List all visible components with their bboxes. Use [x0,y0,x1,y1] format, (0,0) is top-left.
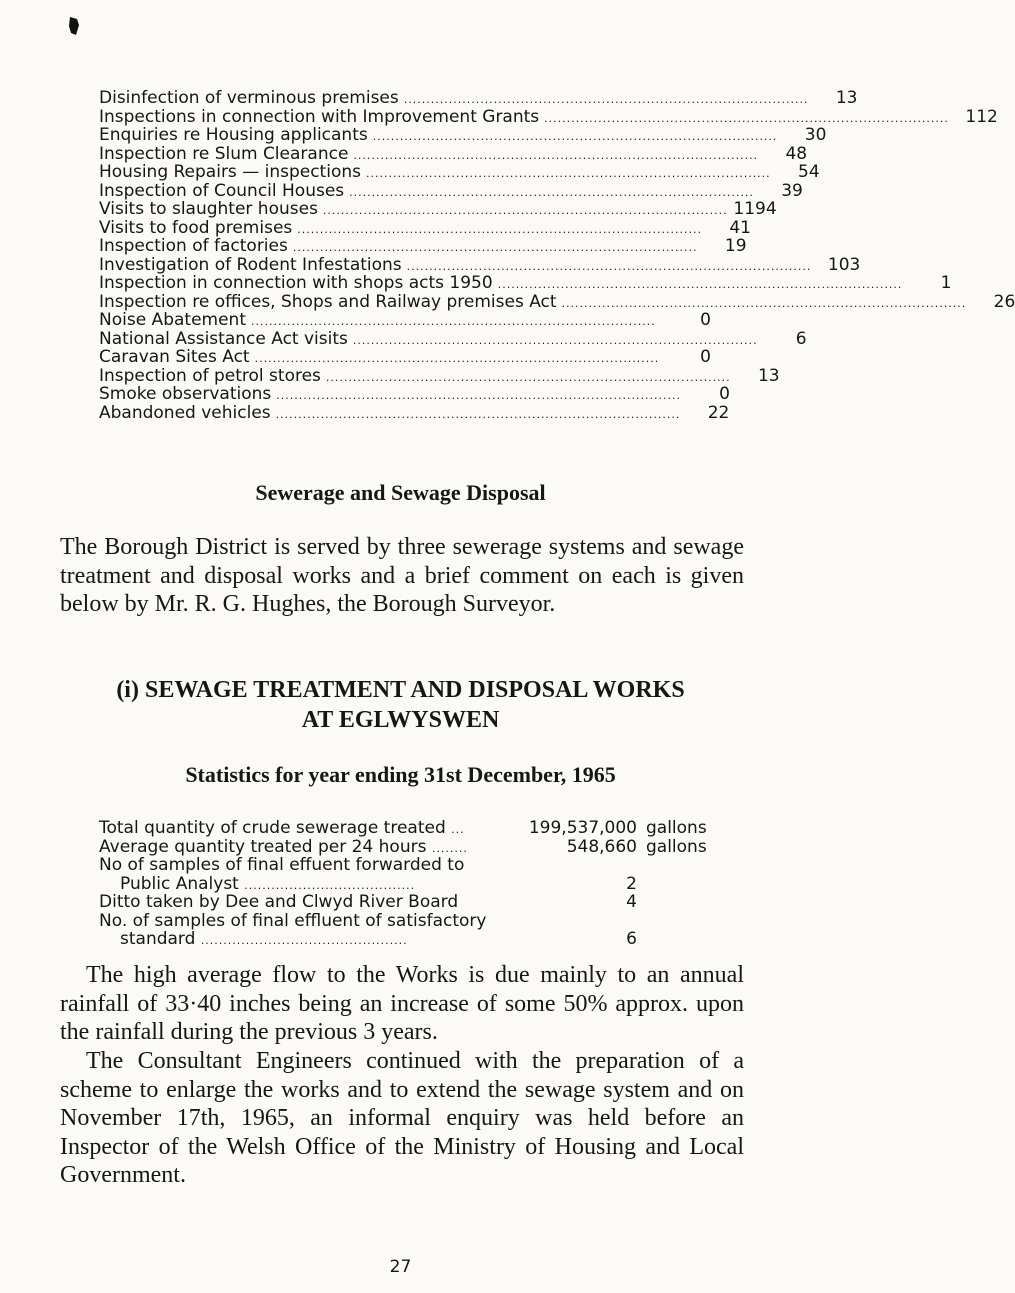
table-row: Inspection of petrol stores .......................................................................................... 13 [99,365,780,386]
consultant-paragraph: The Consultant Engineers continued with the preparation of a scheme to enlarge the works and to extend the sewage system and on November 17th, 1965, an informal enquiry was held before an Inspector of the Welsh Office of the Ministry of Housing and Local Government. [60,1048,744,1188]
table-row: Inspection of Council Houses .......................................................................................... 39 [99,180,803,201]
ink-blot-mark [68,16,80,36]
table-row: Enquiries re Housing applicants .......................................................................................... 30 [99,125,827,145]
sewerage-heading: Sewerage and Sewage Disposal [255,480,546,505]
page-number: 27 [389,1257,412,1277]
stat-row-samples-line-1: No of samples of final effuent forwarded to [99,855,465,875]
table-row: Inspection re Slum Clearance .......................................................................................... 48 [99,143,808,164]
table-row: Investigation of Rodent Infestations .......................................................................................... 103 [99,254,861,275]
stat-row-ditto: Ditto taken by Dee and Clwyd River Board 4 [99,892,637,912]
inspections-table [99,88,1015,423]
statistics-heading: Statistics for year ending 31st December, 1965 [185,762,616,787]
stat-row-samples-line-2: Public Analyst ...................................... 2 [120,873,637,894]
table-row: Visits to slaughter houses .......................................................................................... 1194 [99,199,777,219]
table-row: Smoke observations .......................................................................................... 0 [99,384,730,404]
table-row: National Assistance Act visits .......................................................................................... 6 [99,328,807,349]
stat-row-average: Average quantity treated per 24 hours ........ 548,660 gallons [99,836,707,857]
table-row: Inspections in connection with Improvement Grants .......................................................................................... 112 [99,106,998,127]
table-row: Noise Abatement .......................................................................................... 0 [99,310,711,330]
table-row: Disinfection of verminous premises .......................................................................................... 13 [99,88,858,108]
works-heading-line-1: (i) SEWAGE TREATMENT AND DISPOSAL WORKS [116,677,685,703]
stat-row-satisfactory-line-1: No. of samples of final effluent of satisfactory [99,910,487,931]
sewerage-intro-paragraph: The Borough District is served by three sewerage systems and sewage treatment and disposal works and a brief comment on each is given below by Mr. R. G. Hughes, the Borough Surveyor. [60,534,744,617]
statistics-table [99,818,729,948]
table-row: Inspection re offices, Shops and Railway premises Act .......................................................................................... 26 [99,291,1015,312]
stat-row-satisfactory-line-2: standard .............................................. 6 [120,929,637,949]
rainfall-paragraph: The high average flow to the Works is due mainly to an annual rainfall of 33·40 inches being an increase of some 50% approx. upon the rainfall during the previous 3 years. [60,962,744,1045]
works-heading-line-2: AT EGLWYSWEN [301,707,500,733]
table-row: Visits to food premises .......................................................................................... 41 [99,217,751,238]
table-row: Caravan Sites Act .......................................................................................... 0 [99,347,711,367]
table-row: Inspection in connection with shops acts 1950 .......................................................................................... 1 [99,273,952,293]
table-row: Inspection of factories .......................................................................................... 19 [99,236,747,256]
table-row: Abandoned vehicles .......................................................................................... 22 [99,402,730,423]
stat-row-total: Total quantity of crude sewerage treated ... 199,537,000 gallons [99,818,707,838]
table-row: Housing Repairs — inspections .......................................................................................... 54 [99,162,820,182]
